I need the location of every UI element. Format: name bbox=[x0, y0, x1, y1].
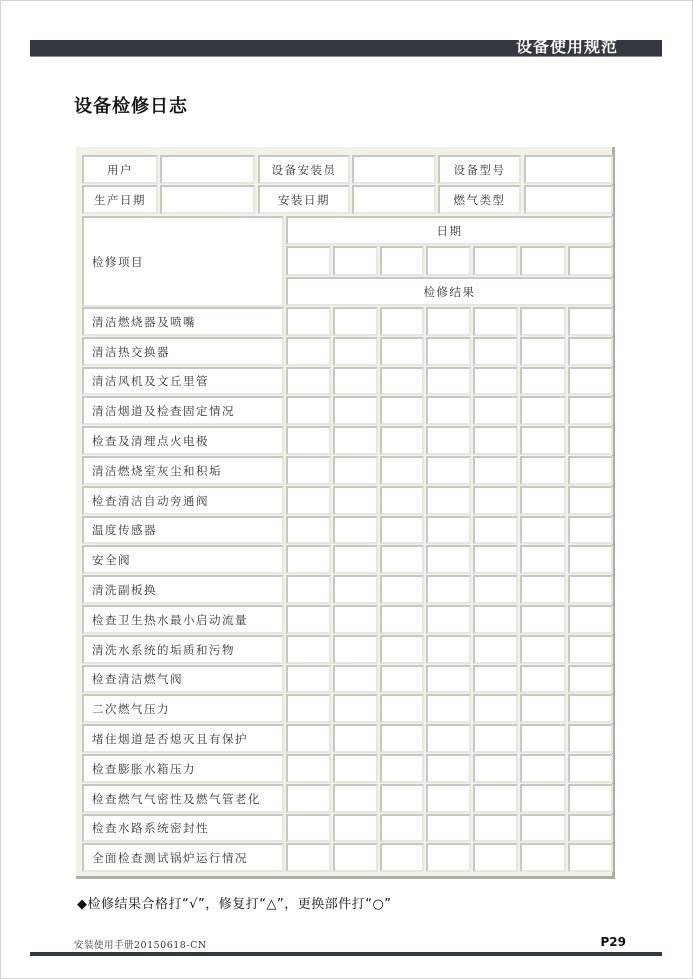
result-cell[interactable] bbox=[426, 337, 471, 366]
result-cell[interactable] bbox=[568, 754, 613, 783]
maintenance-item-label: 检查卫生热水最小启动流量 bbox=[82, 605, 284, 634]
result-cell[interactable] bbox=[520, 575, 566, 604]
date-value-field[interactable] bbox=[380, 246, 424, 276]
result-cell[interactable] bbox=[380, 396, 424, 425]
result-cell[interactable] bbox=[380, 456, 424, 485]
result-cell[interactable] bbox=[333, 396, 378, 425]
result-cell[interactable] bbox=[568, 426, 613, 455]
maintenance-item-label: 清洁热交换器 bbox=[82, 337, 284, 366]
result-cell[interactable] bbox=[568, 337, 613, 366]
result-cell[interactable] bbox=[426, 396, 471, 425]
result-cell[interactable] bbox=[286, 307, 331, 336]
result-cell[interactable] bbox=[473, 694, 518, 723]
maintenance-item-label: 温度传感器 bbox=[82, 516, 284, 544]
result-cell[interactable] bbox=[426, 456, 471, 485]
result-cell[interactable] bbox=[568, 516, 613, 544]
manual-id: 安装使用手册20150618-CN bbox=[74, 940, 207, 951]
result-cell[interactable] bbox=[380, 665, 424, 693]
result-cell[interactable] bbox=[473, 545, 518, 574]
result-cell[interactable] bbox=[426, 575, 471, 604]
result-cell[interactable] bbox=[520, 516, 566, 544]
result-cell[interactable] bbox=[333, 665, 378, 693]
date-header: 日期 bbox=[286, 216, 613, 245]
result-cell[interactable] bbox=[380, 545, 424, 574]
result-cell[interactable] bbox=[286, 456, 331, 485]
maintenance-item-label: 清洗副板换 bbox=[82, 575, 284, 604]
info-value-field[interactable] bbox=[524, 155, 613, 184]
result-cell[interactable] bbox=[568, 635, 613, 664]
info-value-field[interactable] bbox=[160, 185, 255, 214]
result-cell[interactable] bbox=[380, 843, 424, 872]
maintenance-item-label: 二次燃气压力 bbox=[82, 694, 284, 723]
item-column-header: 检修项目 bbox=[82, 216, 284, 307]
result-cell[interactable] bbox=[286, 784, 331, 813]
result-cell[interactable] bbox=[286, 843, 331, 872]
result-cell[interactable] bbox=[333, 814, 378, 842]
date-value-field[interactable] bbox=[520, 246, 566, 276]
maintenance-item-label: 清洁燃烧室灰尘和积垢 bbox=[82, 456, 284, 485]
result-cell[interactable] bbox=[333, 784, 378, 813]
result-cell[interactable] bbox=[286, 516, 331, 544]
result-header: 检修结果 bbox=[286, 277, 613, 306]
result-cell[interactable] bbox=[473, 724, 518, 753]
result-cell[interactable] bbox=[568, 486, 613, 515]
result-cell[interactable] bbox=[473, 307, 518, 336]
result-cell[interactable] bbox=[520, 814, 566, 842]
result-cell[interactable] bbox=[286, 694, 331, 723]
result-cell[interactable] bbox=[520, 724, 566, 753]
result-cell[interactable] bbox=[473, 575, 518, 604]
result-cell[interactable] bbox=[520, 426, 566, 455]
result-cell[interactable] bbox=[333, 605, 378, 634]
maintenance-item-label: 全面检查测试锅炉运行情况 bbox=[82, 843, 284, 872]
maintenance-item-label: 安全阀 bbox=[82, 545, 284, 574]
result-cell[interactable] bbox=[426, 694, 471, 723]
result-cell[interactable] bbox=[380, 486, 424, 515]
result-cell[interactable] bbox=[568, 456, 613, 485]
result-cell[interactable] bbox=[568, 814, 613, 842]
result-cell[interactable] bbox=[473, 337, 518, 366]
date-value-field[interactable] bbox=[568, 246, 613, 276]
result-cell[interactable] bbox=[426, 754, 471, 783]
result-cell[interactable] bbox=[333, 843, 378, 872]
result-cell[interactable] bbox=[286, 545, 331, 574]
result-cell[interactable] bbox=[473, 843, 518, 872]
maintenance-item-label: 清洁烟道及检查固定情况 bbox=[82, 396, 284, 425]
result-cell[interactable] bbox=[286, 665, 331, 693]
result-cell[interactable] bbox=[520, 367, 566, 395]
result-cell[interactable] bbox=[333, 516, 378, 544]
result-cell[interactable] bbox=[286, 575, 331, 604]
maintenance-item-label: 检查清洁燃气阀 bbox=[82, 665, 284, 693]
result-cell[interactable] bbox=[568, 545, 613, 574]
result-cell[interactable] bbox=[426, 367, 471, 395]
info-label: 生产日期 bbox=[82, 185, 158, 214]
result-cell[interactable] bbox=[520, 307, 566, 336]
maintenance-item-label: 清洁风机及文丘里管 bbox=[82, 367, 284, 395]
footer-bar bbox=[30, 952, 662, 956]
result-cell[interactable] bbox=[520, 754, 566, 783]
result-cell[interactable] bbox=[286, 605, 331, 634]
date-value-field[interactable] bbox=[333, 246, 378, 276]
result-cell[interactable] bbox=[473, 426, 518, 455]
info-value-field[interactable] bbox=[352, 155, 436, 184]
result-cell[interactable] bbox=[286, 814, 331, 842]
result-cell[interactable] bbox=[473, 814, 518, 842]
result-cell[interactable] bbox=[568, 575, 613, 604]
result-cell[interactable] bbox=[426, 665, 471, 693]
result-cell[interactable] bbox=[380, 605, 424, 634]
result-cell[interactable] bbox=[473, 486, 518, 515]
result-cell[interactable] bbox=[380, 367, 424, 395]
result-cell[interactable] bbox=[520, 545, 566, 574]
result-cell[interactable] bbox=[333, 426, 378, 455]
result-cell[interactable] bbox=[286, 396, 331, 425]
result-cell[interactable] bbox=[568, 724, 613, 753]
result-cell[interactable] bbox=[380, 724, 424, 753]
result-cell[interactable] bbox=[473, 516, 518, 544]
result-cell[interactable] bbox=[333, 337, 378, 366]
info-value-field[interactable] bbox=[160, 155, 255, 184]
date-value-field[interactable] bbox=[426, 246, 471, 276]
result-cell[interactable] bbox=[568, 605, 613, 634]
maintenance-item-label: 检查膨胀水箱压力 bbox=[82, 754, 284, 783]
date-value-field[interactable] bbox=[473, 246, 518, 276]
result-cell[interactable] bbox=[426, 545, 471, 574]
result-cell[interactable] bbox=[333, 307, 378, 336]
result-cell[interactable] bbox=[286, 724, 331, 753]
info-label: 设备安装员 bbox=[258, 155, 350, 184]
maintenance-item-label: 检查燃气气密性及燃气管老化 bbox=[82, 784, 284, 813]
result-cell[interactable] bbox=[568, 367, 613, 395]
result-cell[interactable] bbox=[473, 367, 518, 395]
result-cell[interactable] bbox=[380, 516, 424, 544]
info-label: 设备型号 bbox=[438, 155, 521, 184]
result-cell[interactable] bbox=[473, 456, 518, 485]
date-value-field[interactable] bbox=[286, 246, 331, 276]
result-cell[interactable] bbox=[426, 605, 471, 634]
result-cell[interactable] bbox=[568, 307, 613, 336]
page-title: 设备检修日志 bbox=[74, 96, 188, 117]
result-cell[interactable] bbox=[520, 665, 566, 693]
result-cell[interactable] bbox=[333, 545, 378, 574]
result-cell[interactable] bbox=[568, 694, 613, 723]
result-cell[interactable] bbox=[426, 426, 471, 455]
result-cell[interactable] bbox=[380, 426, 424, 455]
result-cell[interactable] bbox=[520, 605, 566, 634]
result-cell[interactable] bbox=[380, 635, 424, 664]
result-cell[interactable] bbox=[333, 694, 378, 723]
result-cell[interactable] bbox=[426, 724, 471, 753]
result-cell[interactable] bbox=[380, 337, 424, 366]
result-cell[interactable] bbox=[426, 814, 471, 842]
page-number: P29 bbox=[600, 935, 626, 949]
maintenance-log-table bbox=[76, 147, 615, 879]
result-cell[interactable] bbox=[380, 694, 424, 723]
result-cell[interactable] bbox=[520, 784, 566, 813]
result-cell[interactable] bbox=[568, 396, 613, 425]
result-cell[interactable] bbox=[473, 784, 518, 813]
info-value-field[interactable] bbox=[524, 185, 613, 214]
maintenance-item-label: 检查及清理点火电极 bbox=[82, 426, 284, 455]
maintenance-item-label: 检查清洁自动旁通阀 bbox=[82, 486, 284, 515]
result-cell[interactable] bbox=[473, 396, 518, 425]
info-label: 用户 bbox=[82, 155, 158, 184]
result-cell[interactable] bbox=[380, 307, 424, 336]
result-cell[interactable] bbox=[286, 337, 331, 366]
result-cell[interactable] bbox=[333, 486, 378, 515]
result-cell[interactable] bbox=[568, 665, 613, 693]
result-cell[interactable] bbox=[520, 456, 566, 485]
result-cell[interactable] bbox=[286, 754, 331, 783]
result-cell[interactable] bbox=[520, 486, 566, 515]
result-cell[interactable] bbox=[286, 426, 331, 455]
result-cell[interactable] bbox=[426, 307, 471, 336]
header-bar bbox=[30, 37, 662, 57]
result-cell[interactable] bbox=[333, 724, 378, 753]
result-cell[interactable] bbox=[520, 843, 566, 872]
result-cell[interactable] bbox=[426, 784, 471, 813]
result-cell[interactable] bbox=[568, 784, 613, 813]
info-label: 燃气类型 bbox=[438, 185, 521, 214]
result-cell[interactable] bbox=[333, 575, 378, 604]
result-cell[interactable] bbox=[520, 694, 566, 723]
result-cell[interactable] bbox=[473, 635, 518, 664]
maintenance-item-label: 清洗水系统的垢质和污物 bbox=[82, 635, 284, 664]
result-cell[interactable] bbox=[426, 843, 471, 872]
result-cell[interactable] bbox=[520, 635, 566, 664]
result-cell[interactable] bbox=[426, 635, 471, 664]
result-cell[interactable] bbox=[333, 635, 378, 664]
result-cell[interactable] bbox=[426, 486, 471, 515]
result-cell[interactable] bbox=[333, 456, 378, 485]
result-cell[interactable] bbox=[520, 337, 566, 366]
result-cell[interactable] bbox=[286, 486, 331, 515]
section-title: 设备使用规范 bbox=[515, 37, 618, 56]
result-cell[interactable] bbox=[333, 367, 378, 395]
maintenance-item-label: 堵住烟道是否熄灭且有保护 bbox=[82, 724, 284, 753]
result-cell[interactable] bbox=[380, 784, 424, 813]
result-cell[interactable] bbox=[380, 575, 424, 604]
result-cell[interactable] bbox=[286, 367, 331, 395]
info-label: 安装日期 bbox=[258, 185, 350, 214]
info-value-field[interactable] bbox=[352, 185, 436, 214]
maintenance-item-label: 检查水路系统密封性 bbox=[82, 814, 284, 842]
legend-note: ◆检修结果合格打“√”，修复打“△”，更换部件打“○” bbox=[77, 897, 392, 912]
result-cell[interactable] bbox=[520, 396, 566, 425]
result-cell[interactable] bbox=[473, 605, 518, 634]
result-cell[interactable] bbox=[473, 754, 518, 783]
result-cell[interactable] bbox=[473, 665, 518, 693]
result-cell[interactable] bbox=[286, 635, 331, 664]
result-cell[interactable] bbox=[568, 843, 613, 872]
maintenance-item-label: 清洁燃烧器及喷嘴 bbox=[82, 307, 284, 336]
result-cell[interactable] bbox=[426, 516, 471, 544]
result-cell[interactable] bbox=[380, 814, 424, 842]
result-cell[interactable] bbox=[380, 754, 424, 783]
result-cell[interactable] bbox=[333, 754, 378, 783]
